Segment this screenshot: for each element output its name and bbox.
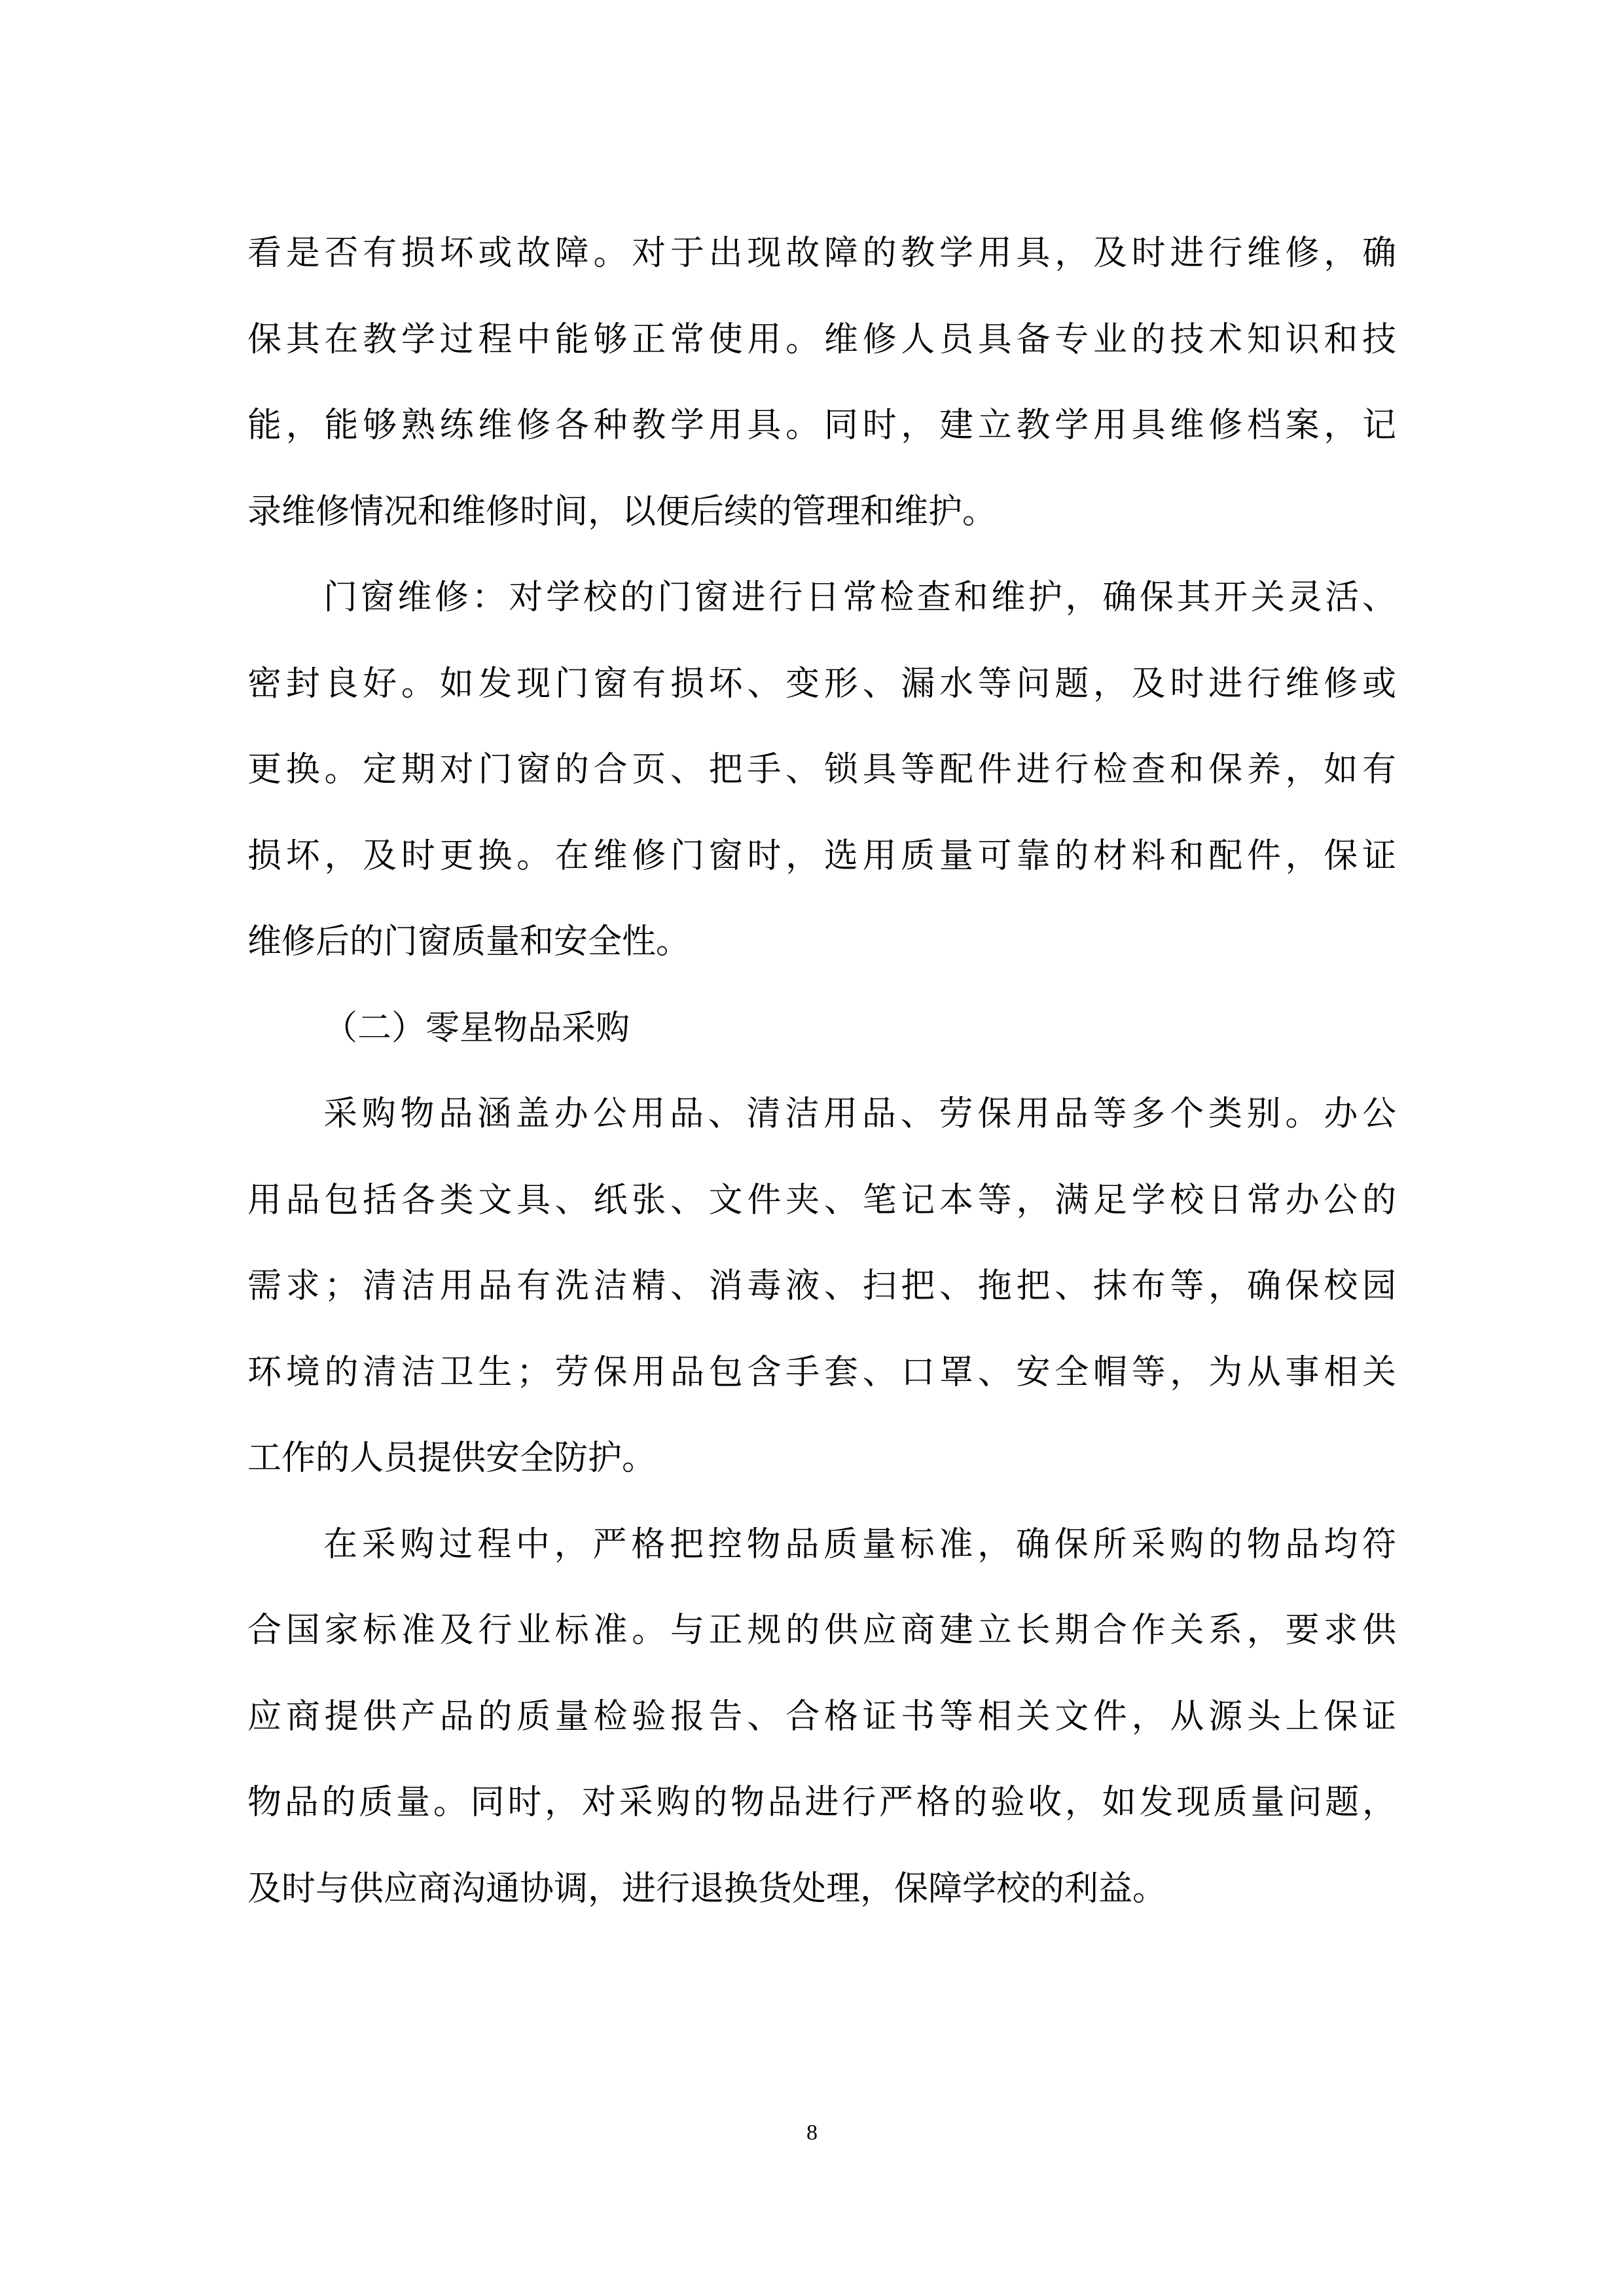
text-line: 应商提供产品的质量检验报告、合格证书等相关文件，从源头上保证 bbox=[247, 1696, 1396, 1736]
text-line: 合国家标准及行业标准。与正规的供应商建立长期合作关系，要求供 bbox=[247, 1611, 1396, 1650]
text-line: 工作的人员提供安全防护。 bbox=[247, 1439, 657, 1478]
text-line: 保其在教学过程中能够正常使用。维修人员具备专业的技术知识和技 bbox=[247, 319, 1396, 359]
text-line: 及时与供应商沟通协调，进行退换货处理，保障学校的利益。 bbox=[247, 1869, 1167, 1909]
text-line: 能，能够熟练维修各种教学用具。同时，建立教学用具维修档案，记 bbox=[247, 406, 1396, 445]
text-line: 需求；清洁用品有洗洁精、消毒液、扫把、拖把、抹布等，确保校园 bbox=[247, 1266, 1396, 1306]
text-line: 门窗维修：对学校的门窗进行日常检查和维护，确保其开关灵活、 bbox=[323, 578, 1396, 617]
text-line: 密封良好。如发现门窗有损坏、变形、漏水等问题，及时进行维修或 bbox=[247, 664, 1396, 704]
text-line: 看是否有损坏或故障。对于出现故障的教学用具，及时进行维修，确 bbox=[247, 234, 1396, 273]
paragraph-teaching-tools-repair bbox=[247, 211, 1396, 555]
text-line: 在采购过程中，严格把控物品质量标准，确保所采购的物品均符 bbox=[323, 1524, 1396, 1564]
text-line: 用品包括各类文具、纸张、文件夹、笔记本等，满足学校日常办公的 bbox=[247, 1180, 1396, 1220]
text-line: 物品的质量。同时，对采购的物品进行严格的验收，如发现质量问题， bbox=[247, 1783, 1396, 1822]
text-line: 录维修情况和维修时间，以便后续的管理和维护。 bbox=[247, 492, 997, 531]
paragraph-purchase-quality bbox=[247, 1502, 1396, 1933]
text-line: 更换。定期对门窗的合页、把手、锁具等配件进行检查和保养，如有 bbox=[247, 750, 1396, 789]
text-line: 环境的清洁卫生；劳保用品包含手套、口罩、安全帽等，为从事相关 bbox=[247, 1352, 1396, 1392]
page-body bbox=[247, 211, 1396, 1932]
section-heading: （二）零星物品采购 bbox=[323, 1008, 630, 1048]
paragraph-door-window-repair bbox=[247, 555, 1396, 986]
paragraph-purchase-categories bbox=[247, 1071, 1396, 1502]
text-line: 损坏，及时更换。在维修门窗时，选用质量可靠的材料和配件，保证 bbox=[247, 836, 1396, 876]
text-line: 采购物品涵盖办公用品、清洁用品、劳保用品等多个类别。办公 bbox=[323, 1094, 1396, 1134]
text-line: 维修后的门窗质量和安全性。 bbox=[247, 922, 691, 961]
page-number: 8 bbox=[806, 2121, 818, 2145]
